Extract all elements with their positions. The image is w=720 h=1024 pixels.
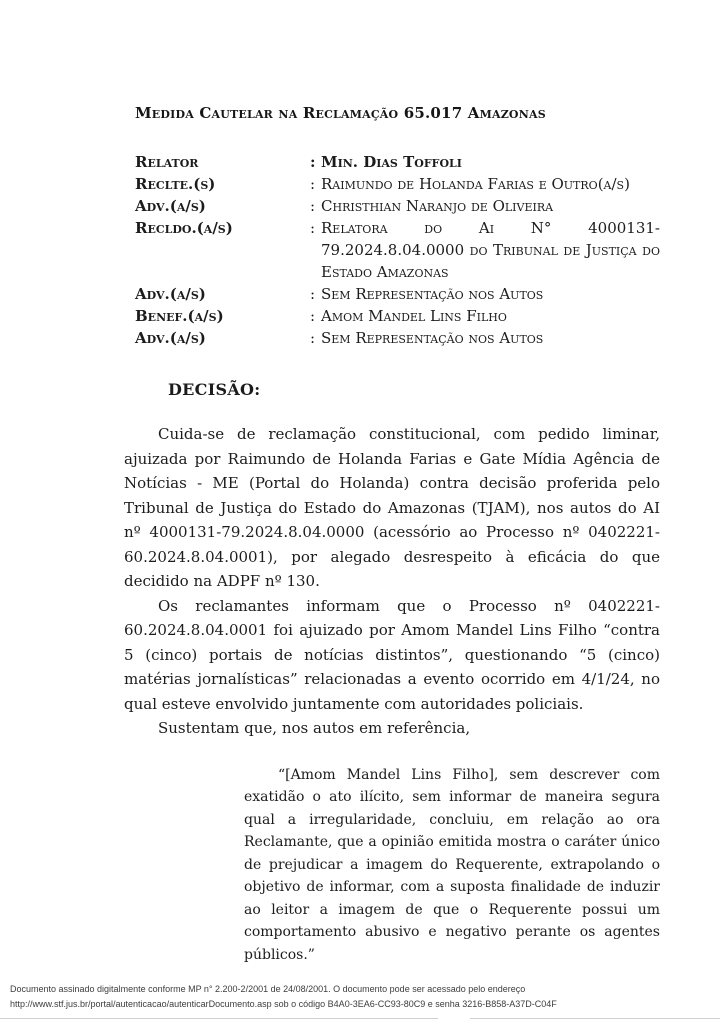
header-row-adv-2 — [135, 283, 660, 305]
decision-heading: DECISÃO: — [168, 380, 261, 399]
header-colon: : — [310, 285, 316, 303]
bottom-rule-left — [0, 1018, 438, 1019]
header-label: Relator — [135, 153, 199, 171]
header-label: Recldo.(a/s) — [135, 219, 233, 237]
header-value: Christhian Naranjo de Oliveira — [321, 197, 554, 215]
header-row-adv-1 — [135, 195, 660, 217]
decision-paragraph: Os reclamantes informam que o Processo nº 0402221-60.2024.8.04.0001 foi ajuizado por Amom Mandel Lins Filho “contra 5 (cinco) portais de notícias distintos”, questionando “5 (cinco) matérias jornalísticas” relacionadas a evento ocorrido em 4/1/24, no qual esteve envolvido juntamente com autoridades policiais. — [124, 596, 660, 713]
signature-footer — [10, 982, 710, 1012]
header-row-relator — [135, 151, 660, 173]
header-value: Raimundo de Holanda Farias e Outro(a/s) — [321, 175, 630, 193]
decision-quote: “[Amom Mandel Lins Filho], sem descrever com exatidão o ato ilícito, sem informar de maneira segura qual a irregularidade, concluiu, em relação ao ora Reclamante, que a opinião emitida mostra o caráter único de prejudicar a imagem do Requerente, extrapolando o objetivo de informar, com a suposta finalidade de induzir ao leitor a imagem de que o Requerente possui um comportamento abusivo e negativo perante os agentes públicos.” — [244, 766, 660, 963]
header-label: Reclte.(s) — [135, 175, 216, 193]
header-colon: : — [310, 307, 316, 325]
header-colon: : — [310, 197, 316, 215]
header-colon: : — [310, 329, 316, 347]
decision-paragraph: Cuida-se de reclamação constitucional, com pedido liminar, ajuizada por Raimundo de Holanda Farias e Gate Mídia Agência de Notícias - ME (Portal do Holanda) contra decisão proferida pelo Tribunal de Justiça do Estado do Amazonas (TJAM), nos autos do AI nº 4000131-79.2024.8.04.0000 (acessório ao Processo nº 0402221-60.2024.8.04.0001), por alegado desrespeito à eficácia do que decidido na ADPF nº 130. — [124, 425, 660, 590]
decision-paragraph: Sustentam que, nos autos em referência, — [158, 719, 471, 737]
footer-signature-line1: Documento assinado digitalmente conforme MP n° 2.200-2/2001 de 24/08/2001. O documento pode ser acessado pelo endereço — [10, 984, 526, 994]
header-value: Min. Dias Toffoli — [321, 153, 462, 171]
header-colon: : — [310, 153, 316, 171]
footer-signature-line2: http://www.stf.jus.br/portal/autenticacao/autenticarDocumento.asp sob o código B4A0-3EA6-CC93-80C9 e senha 3216-B858-A37D-C04F — [10, 999, 557, 1009]
header-row-reclte — [135, 173, 660, 195]
header-value: Relatora do Ai N° 4000131-79.2024.8.04.0000 do Tribunal de Justiça do Estado Amazonas — [321, 219, 660, 281]
document-title: Medida Cautelar na Reclamação 65.017 Amazonas — [135, 104, 546, 122]
header-label: Adv.(a/s) — [135, 197, 206, 215]
header-label: Benef.(a/s) — [135, 307, 224, 325]
header-colon: : — [310, 175, 316, 193]
header-label: Adv.(a/s) — [135, 285, 206, 303]
header-row-adv-3 — [135, 327, 660, 349]
header-value: Sem Representação nos Autos — [321, 329, 544, 347]
case-header-table — [135, 151, 660, 349]
header-colon: : — [310, 219, 316, 237]
header-value: Amom Mandel Lins Filho — [321, 307, 507, 325]
header-label: Adv.(a/s) — [135, 329, 206, 347]
header-row-benef — [135, 305, 660, 327]
bottom-rule-right — [470, 1018, 720, 1019]
header-row-recldo — [135, 217, 660, 283]
header-value: Sem Representação nos Autos — [321, 285, 544, 303]
